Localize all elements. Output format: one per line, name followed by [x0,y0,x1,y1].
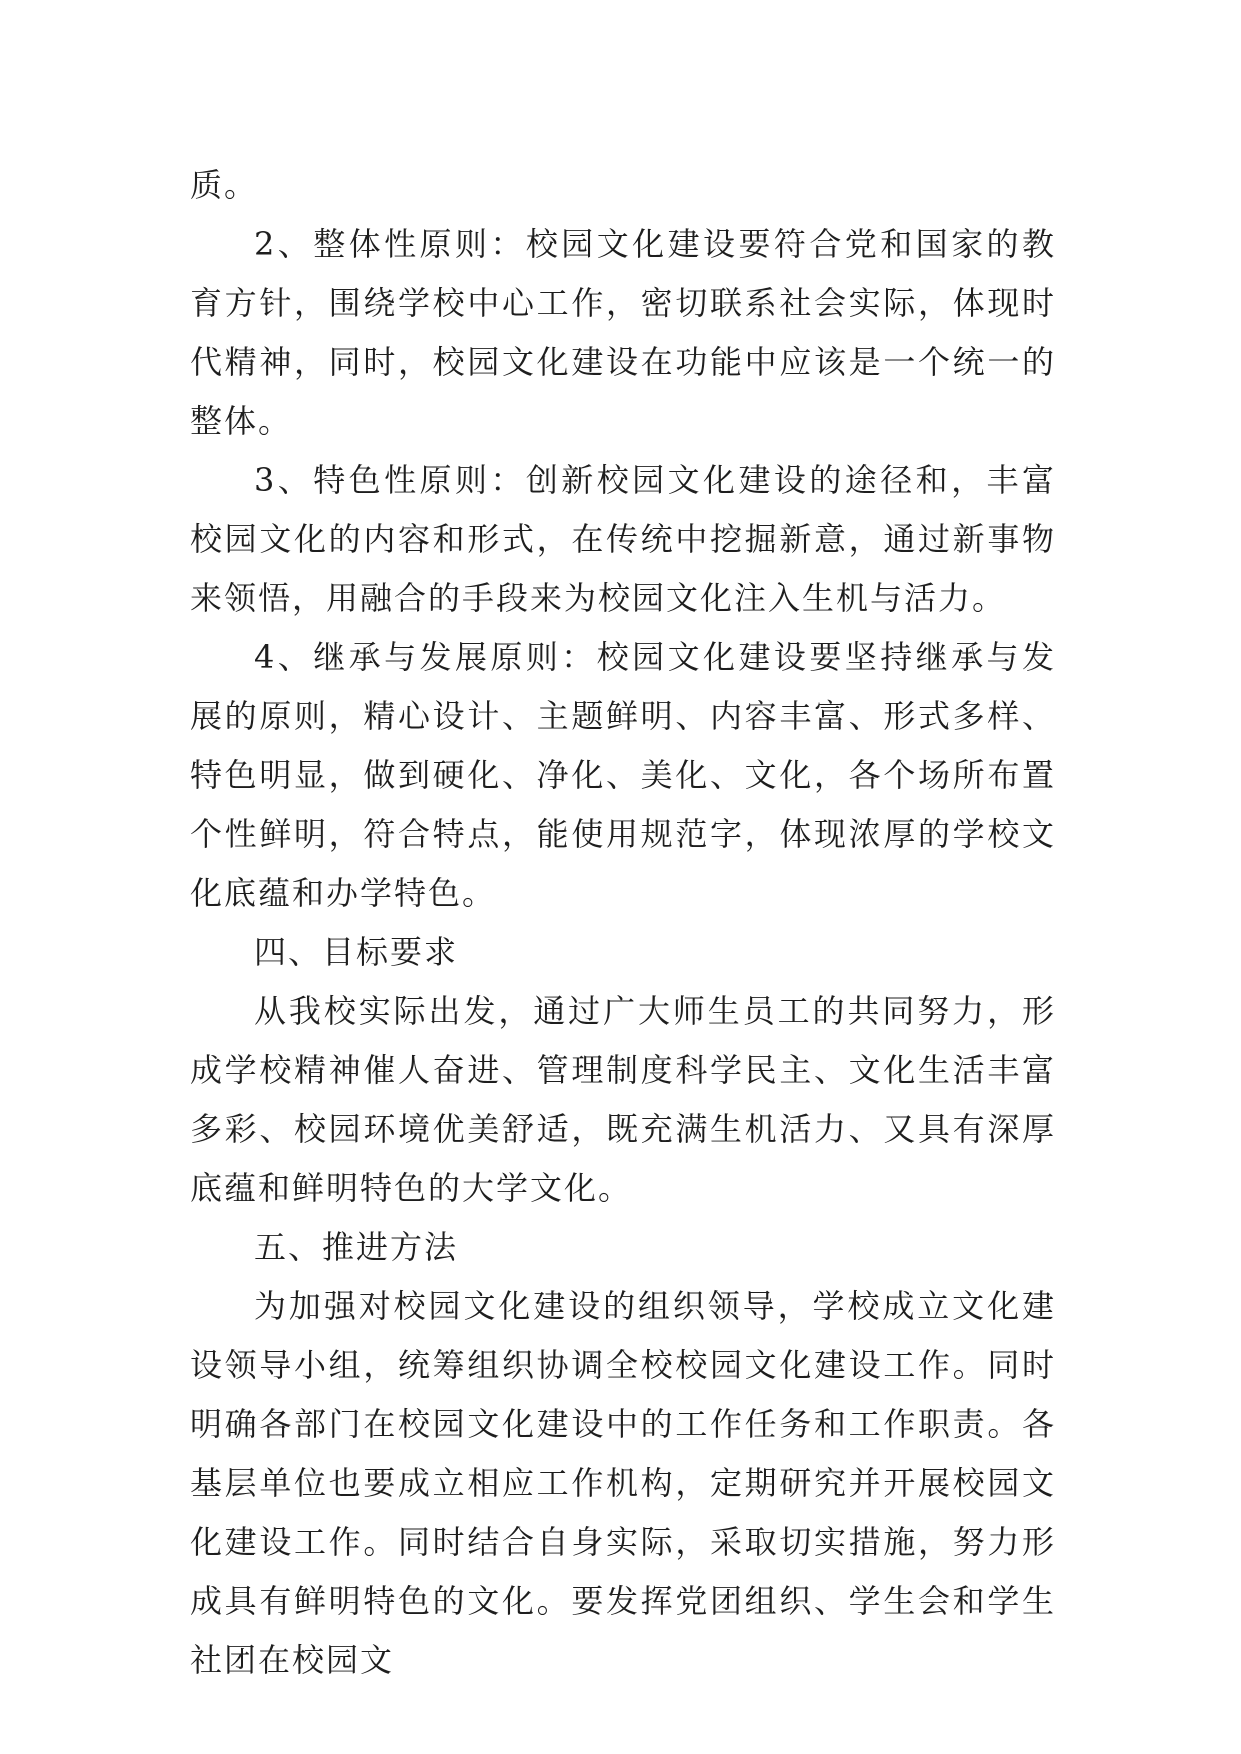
paragraph-principle-3: 3、特色性原则：创新校园文化建设的途径和，丰富校园文化的内容和形式，在传统中挖掘新意，通过新事物来领悟，用融合的手段来为校园文化注入生机与活力。 [190,461,1056,617]
paragraph-methods: 为加强对校园文化建设的组织领导，学校成立文化建设领导小组，统筹组织协调全校校园文化建设工作。同时明确各部门在校园文化建设中的工作任务和工作职责。各基层单位也要成立相应工作机构，定期研究并开展校园文化建设工作。同时结合自身实际，采取切实措施，努力形成具有鲜明特色的文化。要发挥党团组织、学生会和学生社团在校园文 [190,1287,1056,1679]
paragraph-goals: 从我校实际出发，通过广大师生员工的共同努力，形成学校精神催人奋进、管理制度科学民主、文化生活丰富多彩、校园环境优美舒适，既充满生机活力、又具有深厚底蕴和鲜明特色的大学文化。 [190,992,1056,1207]
paragraph-principle-4: 4、继承与发展原则：校园文化建设要坚持继承与发展的原则，精心设计、主题鲜明、内容丰富、形式多样、特色明显，做到硬化、净化、美化、文化，各个场所布置个性鲜明，符合特点，能使用规范字，体现浓厚的学校文化底蕴和办学特色。 [190,638,1056,912]
paragraph-principle-2: 2、整体性原则：校园文化建设要符合党和国家的教育方针，围绕学校中心工作，密切联系社会实际，体现时代精神，同时，校园文化建设在功能中应该是一个统一的整体。 [190,225,1056,440]
document-body [190,156,1056,1690]
section-heading-goals: 四、目标要求 [254,933,459,971]
section-heading-methods: 五、推进方法 [254,1228,459,1266]
paragraph-continuation: 质。 [190,166,259,204]
